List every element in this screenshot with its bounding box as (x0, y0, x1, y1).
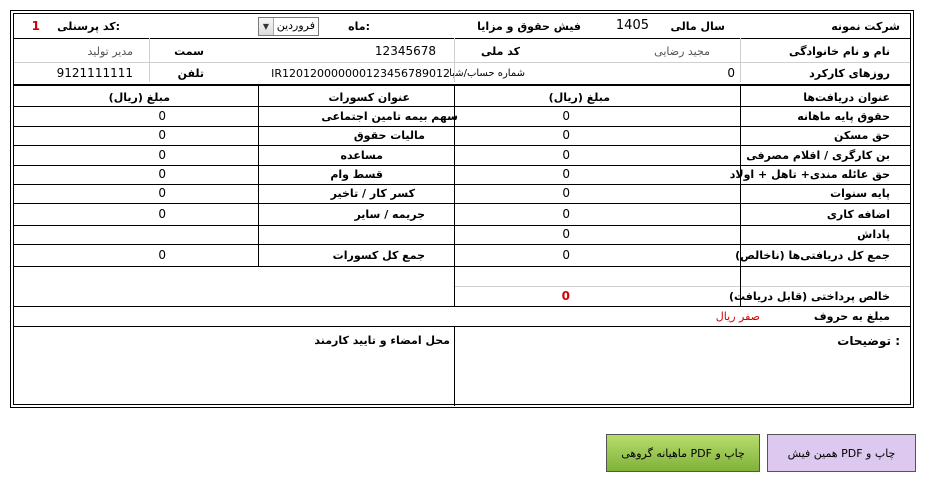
divider (14, 306, 910, 307)
notes-label: توضیحات : (837, 334, 900, 348)
earning-amount: 0 (562, 227, 570, 241)
fiscal-year-value: 1405 (615, 18, 649, 33)
month-dropdown[interactable] (258, 17, 319, 36)
earning-title: بن کارگری / اقلام مصرفی (746, 149, 890, 162)
earnings-amount-header: مبلغ (ریال) (548, 91, 610, 104)
account-label: شماره حساب/شبا (449, 68, 525, 79)
personnel-code-label: کد پرسنلی: (57, 20, 120, 33)
deduction-amount: 0 (158, 128, 166, 142)
deductions-amount-header: مبلغ (ریال) (108, 91, 170, 104)
deductions-header: عنوان کسورات (328, 91, 410, 104)
divider (14, 184, 910, 185)
net-pay-label: خالص پرداختی (قابل دریافت) (728, 290, 890, 303)
total-deductions-value: 0 (158, 248, 166, 262)
deduction-title: سهم بیمه تامین اجتماعی (321, 110, 458, 123)
deduction-title: جریمه / سایر (354, 208, 425, 221)
work-days-value: 0 (727, 66, 735, 80)
deduction-amount: 0 (158, 207, 166, 221)
deduction-amount: 0 (158, 148, 166, 162)
phone-label: تلفن (177, 67, 204, 80)
deduction-amount: 0 (158, 167, 166, 181)
account-value: IR120120000000123456789012 (271, 67, 450, 80)
position-value: مدیر تولید (87, 45, 133, 58)
divider (14, 145, 910, 146)
earning-amount: 0 (562, 109, 570, 123)
divider (740, 38, 741, 82)
earning-title: پایه سنوات (830, 187, 890, 200)
phone-value: 9121111111 (56, 66, 133, 80)
earning-amount: 0 (562, 186, 570, 200)
month-label: ماه: (348, 20, 370, 33)
deduction-title: قسط وام (330, 168, 383, 181)
divider (454, 286, 910, 287)
divider (14, 165, 910, 166)
divider (14, 326, 910, 327)
earning-title: حقوق پایه ماهانه (797, 110, 890, 123)
name-value: مجید رضایی (654, 45, 710, 58)
divider (14, 203, 910, 204)
national-id-label: کد ملی (480, 45, 520, 58)
position-label: سمت (174, 45, 204, 58)
earning-title: اضافه کاری (826, 208, 890, 221)
earning-title: پاداش (857, 228, 890, 241)
amount-in-words-label: مبلغ به حروف (813, 310, 890, 323)
divider (454, 326, 455, 406)
deduction-title: مساعده (340, 149, 383, 162)
payslip-inner-frame (13, 13, 911, 405)
fiscal-year-label: سال مالی (670, 20, 725, 33)
deduction-title: کسر کار / تاخیر (330, 187, 415, 200)
month-value: فروردین (276, 19, 315, 32)
print-single-slip-button[interactable]: چاپ و PDF همین فیش (767, 434, 916, 472)
divider (14, 244, 910, 245)
divider (14, 126, 910, 127)
amount-in-words-value: صفر ریال (715, 310, 760, 323)
company-name: شرکت نمونه (831, 20, 900, 33)
slip-title: فیش حقوق و مزایا (477, 20, 581, 33)
net-pay-value: 0 (561, 289, 570, 303)
divider (14, 84, 910, 86)
print-group-monthly-button[interactable]: چاپ و PDF ماهیانه گروهی (606, 434, 760, 472)
earning-amount: 0 (562, 148, 570, 162)
total-earnings-value: 0 (562, 248, 570, 262)
signature-label: محل امضاء و تایید کارمند (314, 334, 450, 347)
earning-amount: 0 (562, 167, 570, 181)
divider (740, 84, 741, 306)
earning-title: حق عائله مندی+ تاهل + اولاد (729, 168, 890, 181)
divider (454, 84, 455, 306)
divider (14, 225, 910, 226)
earning-amount: 0 (562, 128, 570, 142)
payslip-form (10, 10, 914, 408)
divider (149, 38, 150, 82)
chevron-down-icon[interactable]: ▼ (259, 18, 274, 35)
national-id-value: 12345678 (374, 44, 436, 58)
divider (258, 84, 259, 266)
divider (14, 106, 910, 107)
deduction-amount: 0 (158, 109, 166, 123)
total-earnings-label: جمع کل دریافتی‌ها (ناخالص) (735, 249, 890, 262)
total-deductions-label: جمع کل کسورات (332, 249, 425, 262)
earning-title: حق مسکن (834, 129, 890, 142)
name-label: نام و نام خانوادگی (789, 45, 890, 58)
earnings-header: عنوان دریافت‌ها (803, 91, 890, 104)
earning-amount: 0 (562, 207, 570, 221)
divider (454, 38, 455, 82)
work-days-label: روزهای کارکرد (809, 67, 890, 80)
divider (14, 266, 910, 267)
personnel-code-value: 1 (31, 19, 40, 33)
deduction-title: مالیات حقوق (353, 129, 425, 142)
deduction-amount: 0 (158, 186, 166, 200)
